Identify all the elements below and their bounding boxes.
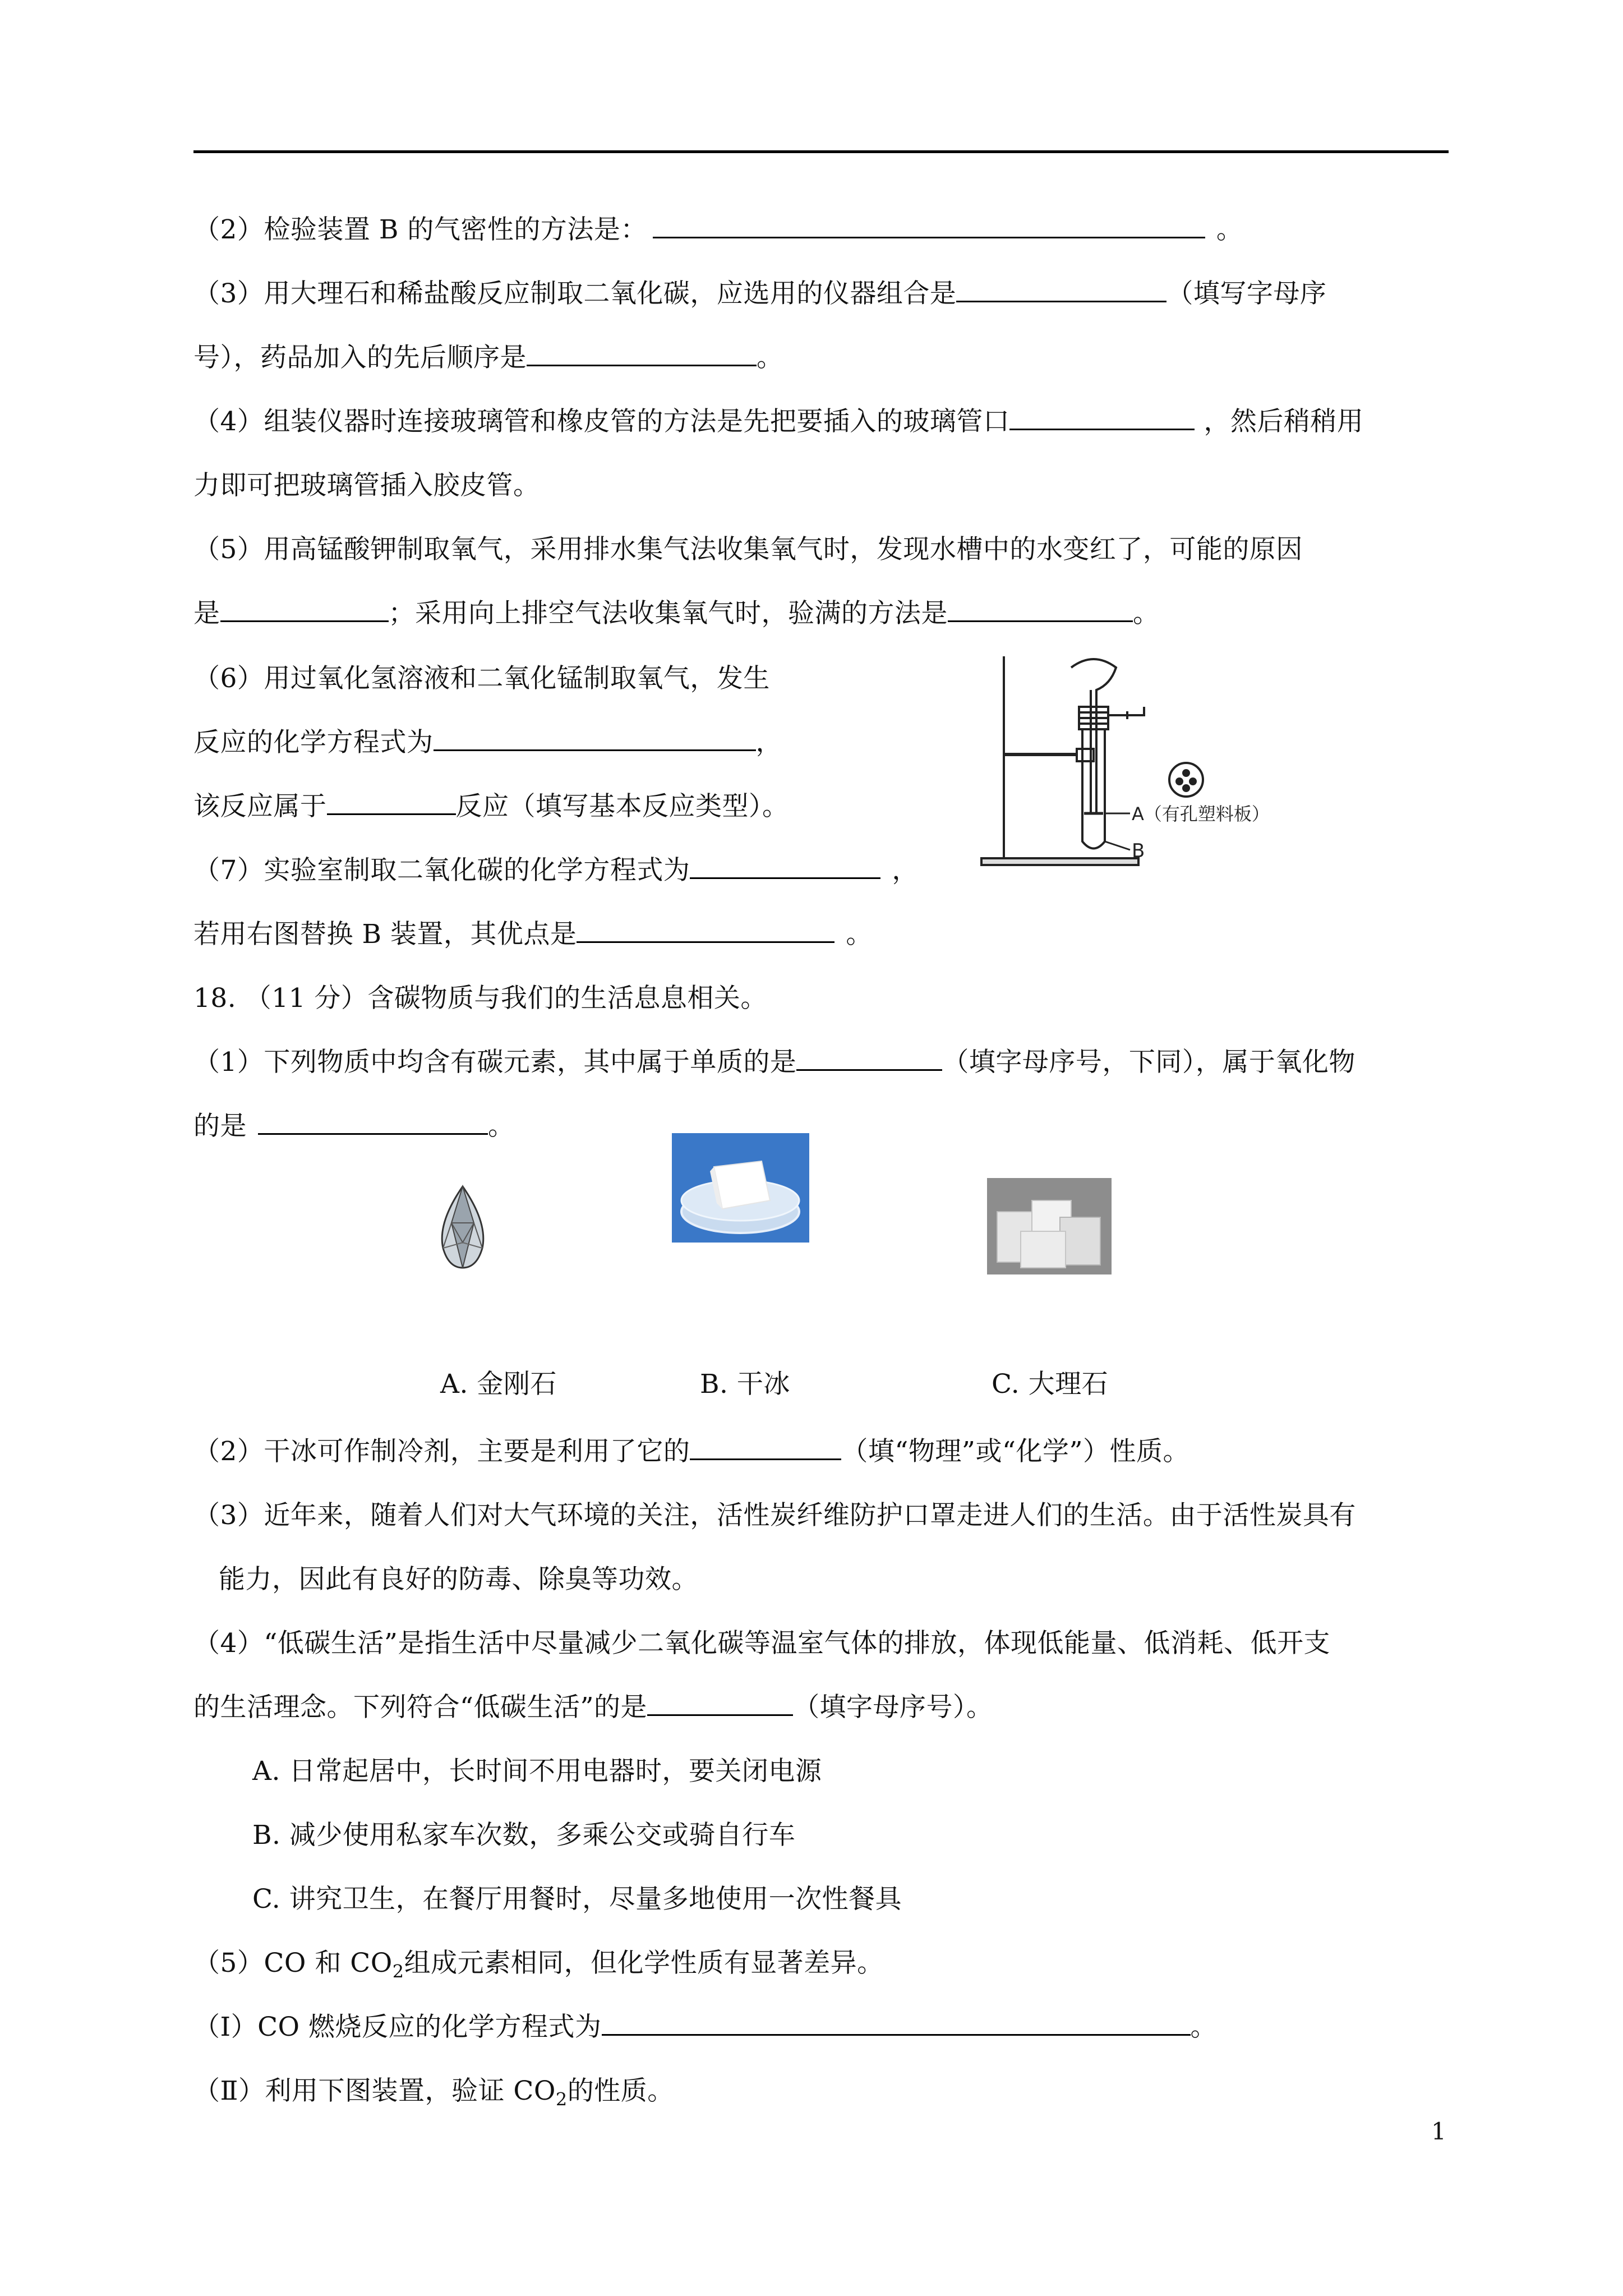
q18-part1 xyxy=(193,1046,1355,1079)
q17-part6b-text: 反应的化学方程式为 xyxy=(193,727,434,758)
q17-part4b-text: 力即可把玻璃管插入胶皮管。 xyxy=(193,470,540,501)
q18-part5i-text: （Ⅰ）CO 燃烧反应的化学方程式为 xyxy=(193,2012,602,2042)
q17-part4 xyxy=(193,405,1363,439)
header-rule xyxy=(193,150,1449,153)
subscript: 2 xyxy=(392,1961,404,1982)
dry-ice-image xyxy=(672,1133,809,1243)
answer-blank[interactable] xyxy=(258,1111,488,1135)
option-c xyxy=(992,1368,1108,1401)
option-b xyxy=(700,1368,790,1401)
q18-part3 xyxy=(193,1499,1356,1533)
answer-blank[interactable] xyxy=(956,278,1166,302)
option-b-label: B. 干冰 xyxy=(700,1369,790,1400)
q17-part6b-end: ， xyxy=(755,727,782,758)
q18-part4 xyxy=(193,1627,1330,1660)
answer-blank[interactable] xyxy=(796,1047,942,1071)
q18-part5-a: （5）CO 和 CO xyxy=(193,1948,393,1978)
q18-part4-cont xyxy=(193,1691,993,1724)
answer-blank[interactable] xyxy=(948,598,1133,622)
answer-blank[interactable] xyxy=(327,791,456,815)
q18-part4-text: （4）“低碳生活”是指生活中尽量减少二氧化碳等温室气体的排放，体现低能量、低消耗、低开支 xyxy=(193,1628,1330,1659)
q17-part6-cont xyxy=(193,726,782,760)
q17-part3-tail: （填写字母序 xyxy=(1166,278,1327,309)
q18-part1-cont xyxy=(193,1110,515,1143)
q17-part5-cont xyxy=(193,597,1160,631)
option-c-label: C. 大理石 xyxy=(992,1369,1109,1400)
option-a xyxy=(440,1368,557,1401)
answer-blank[interactable] xyxy=(690,855,880,879)
apparatus-label-b: B xyxy=(1132,840,1145,862)
q18-part5-b: 组成元素相同，但化学性质有显著差异。 xyxy=(404,1948,884,1978)
answer-blank[interactable] xyxy=(1009,406,1195,430)
q17-part3 xyxy=(193,277,1326,311)
q17-part6-cont2 xyxy=(193,790,789,823)
q17-part5-text: （5）用高锰酸钾制取氧气，采用排水集气法收集氧气时，发现水槽中的水变红了，可能的原因 xyxy=(193,534,1303,565)
q17-part7b-end: 。 xyxy=(846,919,873,950)
q18-heading-text: 18. （11 分）含碳物质与我们的生活息息相关。 xyxy=(193,983,767,1014)
answer-blank[interactable] xyxy=(653,214,1205,238)
choice-c xyxy=(252,1883,902,1916)
q18-part1b-text: 的是 xyxy=(193,1111,247,1142)
q17-part4-text: （4）组装仪器时连接玻璃管和橡皮管的方法是先把要插入的玻璃管口 xyxy=(193,406,1010,437)
q18-part4b-text: 的生活理念。下列符合“低碳生活”的是 xyxy=(193,1692,648,1723)
q18-part5i-end: 。 xyxy=(1190,2012,1217,2042)
q18-part5-ii xyxy=(193,2074,674,2116)
apparatus-label-a: A（有孔塑料板） xyxy=(1132,803,1270,825)
gas-generator-apparatus xyxy=(976,645,1324,881)
q17-part2-end: 。 xyxy=(1216,214,1243,245)
q18-part1-text: （1）下列物质中均含有碳元素，其中属于单质的是 xyxy=(193,1047,797,1078)
q17-part6 xyxy=(193,662,770,696)
diamond-image xyxy=(435,1184,491,1271)
q18-part5ii-a: （Ⅱ）利用下图装置，验证 CO xyxy=(193,2076,556,2106)
q18-part2 xyxy=(193,1435,1189,1469)
q17-part6-text: （6）用过氧化氢溶液和二氧化锰制取氧气，发生 xyxy=(193,663,770,694)
q18-part3b-text: 能力，因此有良好的防毒、除臭等功效。 xyxy=(219,1564,698,1595)
choice-b xyxy=(252,1819,795,1852)
q17-part2 xyxy=(193,213,1243,247)
answer-blank[interactable] xyxy=(647,1692,793,1716)
q17-part6c-tail: 反应（填写基本反应类型）。 xyxy=(455,791,789,822)
q17-part5b-a: 是 xyxy=(193,598,220,629)
q18-part5-i xyxy=(193,2010,1217,2044)
q18-part5 xyxy=(193,1947,884,1988)
q18-part1b-end: 。 xyxy=(488,1111,515,1142)
q17-part7 xyxy=(193,854,919,887)
q17-part3-text: （3）用大理石和稀盐酸反应制取二氧化碳，应选用的仪器组合是 xyxy=(193,278,957,309)
q18-part3-text: （3）近年来，随着人们对大气环境的关注，活性炭纤维防护口罩走进人们的生活。由于活性炭具有 xyxy=(193,1500,1356,1531)
q17-part5b-end: 。 xyxy=(1133,598,1160,629)
answer-blank[interactable] xyxy=(220,598,389,622)
q17-part7-cont xyxy=(193,918,873,951)
q18-part3-cont xyxy=(219,1563,698,1596)
q18-part2-text: （2）干冰可作制冷剂，主要是利用了它的 xyxy=(193,1436,690,1467)
q17-part7-text: （7）实验室制取二氧化碳的化学方程式为 xyxy=(193,855,690,886)
q18-part1-tail: （填字母序号，下同），属于氧化物 xyxy=(942,1047,1355,1078)
q17-part5 xyxy=(193,533,1303,567)
subscript: 2 xyxy=(555,2088,568,2110)
q17-part7b-text: 若用右图替换 B 装置，其优点是 xyxy=(193,919,577,950)
q18-heading xyxy=(193,982,767,1015)
q17-part2-text: （2）检验装置 B 的气密性的方法是： xyxy=(193,214,647,245)
q17-part3b-end: 。 xyxy=(757,342,783,373)
marble-image xyxy=(987,1178,1112,1274)
answer-blank[interactable] xyxy=(602,2012,1191,2036)
q18-part4b-tail: （填字母序号）。 xyxy=(793,1692,993,1723)
q17-part6c-text: 该反应属于 xyxy=(193,791,327,822)
page-number: 1 xyxy=(1431,2118,1446,2145)
option-a-label: A. 金刚石 xyxy=(440,1369,557,1400)
q18-part2-tail: （填“物理”或“化学”）性质。 xyxy=(841,1436,1190,1467)
answer-blank[interactable] xyxy=(527,342,757,366)
q17-part3b-text: 号），药品加入的先后顺序是 xyxy=(193,342,527,373)
q17-part4-cont xyxy=(193,469,540,503)
answer-blank[interactable] xyxy=(577,919,834,943)
q17-part3-cont xyxy=(193,341,783,375)
choice-a-text: A. 日常起居中，长时间不用电器时，要关闭电源 xyxy=(252,1756,822,1787)
choice-b-text: B. 减少使用私家车次数，多乘公交或骑自行车 xyxy=(252,1820,796,1851)
answer-blank[interactable] xyxy=(434,727,756,751)
q17-part5b-b: ；采用向上排空气法收集氧气时，验满的方法是 xyxy=(388,598,948,629)
q17-part7-end: ， xyxy=(892,855,919,886)
answer-blank[interactable] xyxy=(690,1436,841,1460)
q18-part5ii-b: 的性质。 xyxy=(567,2076,674,2106)
choice-c-text: C. 讲究卫生，在餐厅用餐时，尽量多地使用一次性餐具 xyxy=(252,1884,902,1915)
choice-a xyxy=(252,1755,822,1788)
q17-part4-tail: ，然后稍稍用 xyxy=(1204,406,1364,437)
